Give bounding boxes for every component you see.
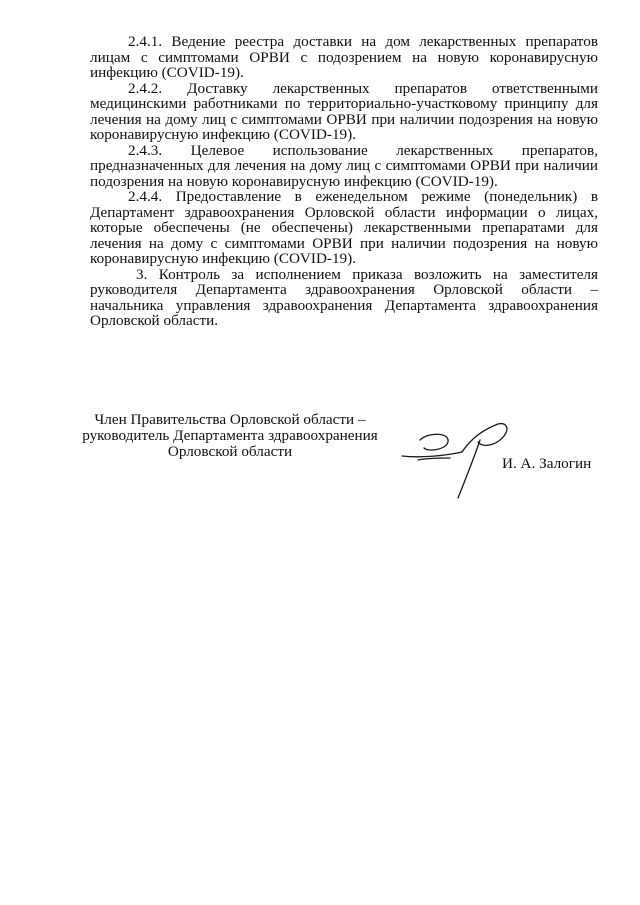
handwritten-signature-icon xyxy=(398,418,518,500)
paragraph-2-4-1: 2.4.1. Ведение реестра доставки на дом лекарственных препаратов лицам с симптомами ОРВИ с подозрением на новую коронавирусную инфекцию (COVID-19). xyxy=(90,33,598,81)
paragraph-3: 3. Контроль за исполнением приказа возложить на заместителя руководителя Департамента здравоохранения Орловской области – начальника управления здравоохранения Департамента здравоохранения Орловской области. xyxy=(90,265,598,329)
signatory-position-line-2: руководитель Департамента здравоохранения xyxy=(82,427,378,444)
signatory-name: И. А. Залогин xyxy=(502,455,592,472)
paragraph-2-4-2: 2.4.2. Доставку лекарственных препаратов ответственными медицинскими работниками по территориально-участковому принципу для лечения на дому лиц с симптомами ОРВИ при наличии подозрения на новую коронавирусную инфекцию (COVID-19). xyxy=(90,79,598,143)
paragraph-2-4-4: 2.4.4. Предоставление в еженедельном режиме (понедельник) в Департамент здравоохранения Орловской области информации о лицах, которые обеспечены (не обеспечены) лекарственными препаратами для лечения на дому с симптомами ОРВИ при наличии подозрения на новую коронавирусную инфекцию (COVID-19). xyxy=(90,188,598,267)
signatory-position xyxy=(80,412,380,460)
document-body xyxy=(90,34,598,329)
signatory-position-line-1: Член Правительства Орловской области – xyxy=(94,411,366,428)
signatory-position-line-3: Орловской области xyxy=(167,443,293,460)
paragraph-2-4-3: 2.4.3. Целевое использование лекарственных препаратов, предназначенных для лечения на дому лиц с симптомами ОРВИ при наличии подозрения на новую коронавирусную инфекцию (COVID-19). xyxy=(90,141,598,190)
